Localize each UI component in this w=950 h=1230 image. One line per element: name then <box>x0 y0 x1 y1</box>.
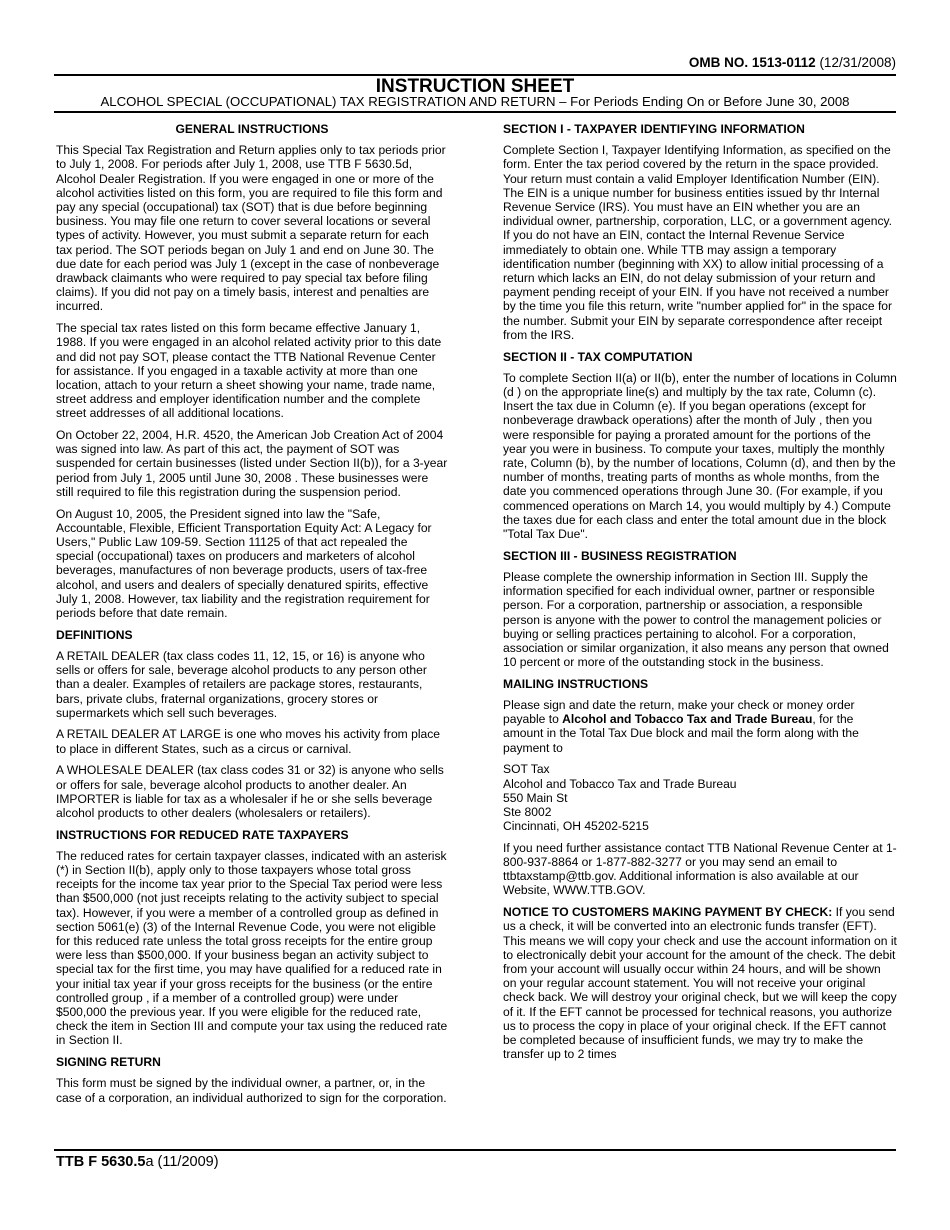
section-2-paragraph: To complete Section II(a) or II(b), enter the number of locations in Column (d ) on the appropriate line(s) and multiply by the tax rate, Column (c). Insert the tax due in Column (e). If you began operations (except for nonbeverage drawback operations) after the month of July , then you were responsible for paying a prorated amount for the portions of the year you were in business. To compute your taxes, multiply the monthly rate, Column (b), by the number of locations, Column (d), and then by the number of months, treating parts of months as whole months, from the date you commenced operations through June 30. (For example, if you commenced operations on March 14, you would multiply by 4.) Compute the taxes due for each class and enter the total amount due in the block "Total Tax Due". <box>503 370 897 541</box>
omb-number <box>689 55 896 70</box>
right-column <box>503 122 897 1069</box>
general-paragraph-3: On October 22, 2004, H.R. 4520, the American Job Creation Act of 2004 was signed into law. As part of this act, the payment of SOT was suspended for certain businesses (listed under Section II(b)), for a 3-year period from July 1, 2005 until June 30, 2008 . These businesses were still required to file this registration during the suspension period. <box>56 428 448 499</box>
mailing-address <box>503 762 897 833</box>
general-paragraph-1: This Special Tax Registration and Return applies only to tax periods prior to July 1, 2008. For periods after July 1, 2008, use TTB F 5630.5d, Alcohol Dealer Registration. If you were engaged in one or more of the alcohol activities listed on this form, you are required to file this form and pay any special (occupational) tax (SOT) that is due before beginning business. You may file one return to cover several locations or several types of activity. However, you must submit a separate return for each tax period. The SOT periods began on July 1 and end on June 30. The due date for each period was July 1 (except in the case of nonbeverage drawback claimants who were required to pay special tax before filing claims). If you did not pay on a timely basis, interest and penalties are incurred. <box>56 143 446 314</box>
header-rule <box>54 111 896 113</box>
notice-text: If you send us a check, it will be converted into an electronic funds transfer (EFT). This means we will copy your check and use the account information on it to electronically debit your account for the amount of the check. The debit from your account will usually occur within 24 hours, and will be shown on your regular account statement. You will not receive your original check back. We will destroy your original check, but we will keep the copy of it. If the EFT cannot be processed for technical reasons, you authorize us to process the copy in place of your original check. If the EFT cannot be completed because of insufficient funds, we may try to make the transfer up to 2 times <box>503 905 897 1062</box>
general-paragraph-4: On August 10, 2005, the President signed into law the "Safe, Accountable, Flexible, Efficient Transportation Equity Act: A Legacy for Users," Public Law 109-59. Section 11125 of that act repealed the special (occupational) taxes on producers and marketers of alcohol beverages, manufactures of non beverage products, users of tax-free alcohol, and users and dealers of specially denatured spirits, effective July 1, 2008. However, tax liability and the registration requirement for periods before that date remain. <box>56 506 432 620</box>
address-line: Ste 8002 <box>503 804 552 819</box>
omb-label: OMB NO. 1513-0112 <box>688 55 816 70</box>
address-line: SOT Tax <box>503 762 550 777</box>
assistance-paragraph: If you need further assistance contact TTB National Revenue Center at 1-800-937-8864 or 1-877-882-3277 or you may send an email to ttbtaxstamp@ttb.gov. Additional information is also available at our Website, WWW.TTB.GOV. <box>503 840 897 898</box>
definition-wholesale-dealer: A WHOLESALE DEALER (tax class codes 31 or 32) is anyone who sells or offers for sale, beverage alcohol products to another dealer. An IMPORTER is liable for tax as a wholesaler if he or she sells beverage alcohol products to other dealers (wholesalers or retailers). <box>56 763 444 820</box>
signing-return-paragraph: This form must be signed by the individual owner, a partner, or, in the case of a corporation, an individual authorized to sign for the corporation. <box>56 1076 447 1105</box>
section-1-paragraph: Complete Section I, Taxpayer Identifying Information, as specified on the form. Enter the tax period covered by the return in the space provided. Your return must contain a valid Employer Identification Number (EIN). The EIN is a unique number for business entities issued by thr Internal Revenue Service (IRS). You must have an EIN whether you are an individual owner, partnership, corporation, LLC, or a government agency. If you do not have an EIN, contact the Internal Revenue Service immediately to obtain one. While TTB may assign a temporary identification number (beginning with XX) to allow initial processing of a return which lacks an EIN, do not delay submission of your return and payment pending receipt of your EIN. If you have not received a number by the time you file this return, write "number applied for" in the space for the number. Submit your EIN by separate correspondence after receipt from the IRS. <box>503 143 893 342</box>
footer-rule <box>54 1149 896 1151</box>
address-line: Cincinnati, OH 45202-5215 <box>503 819 649 834</box>
section-1-heading: SECTION I - TAXPAYER IDENTIFYING INFORMATION <box>503 122 805 136</box>
general-instructions-heading: GENERAL INSTRUCTIONS <box>175 122 329 136</box>
page-subtitle: ALCOHOL SPECIAL (OCCUPATIONAL) TAX REGISTRATION AND RETURN – For Periods Ending On or Before June 30, 2008 <box>100 94 850 109</box>
address-line: Alcohol and Tobacco Tax and Trade Bureau <box>503 776 737 791</box>
left-column <box>56 122 448 1112</box>
page-title: INSTRUCTION SHEET <box>375 76 575 97</box>
definition-retail-dealer-at-large: A RETAIL DEALER AT LARGE is one who moves his activity from place to place in different States, such as a circus or carnival. <box>56 727 441 756</box>
definition-retail-dealer: A RETAIL DEALER (tax class codes 11, 12, 15, or 16) is anyone who sells or offers for sale, beverage alcohol products to any person other than a dealer. Examples of retailers are package stores, restaurants, bars, private clubs, fraternal organizations, grocery stores or supermarkets which sell such beverages. <box>56 648 427 720</box>
definitions-heading: DEFINITIONS <box>56 627 133 642</box>
check-payment-notice <box>503 905 897 1061</box>
mailing-text-end: , for the amount in the Total Tax Due block and mail the form along with the payment to <box>503 712 859 755</box>
mailing-instructions-heading: MAILING INSTRUCTIONS <box>503 676 649 691</box>
notice-heading: NOTICE TO CUSTOMERS MAKING PAYMENT BY CHECK: <box>503 905 833 920</box>
reduced-rate-paragraph: The reduced rates for certain taxpayer classes, indicated with an asterisk (*) in Section II(b), apply only to those taxpayers whose total gross receipts for the income tax year prior to the Special Tax period were less than $500,000 (not just receipts relating to the activity subject to special tax). However, if you were a member of a controlled group as defined in section 5061(e) (3) of the Internal Revenue Code, you were not eligible for this reduced rate unless the total gross receipts for the entire group were less than $500,000. If your business began an activity subject to special tax for the first time, you may have qualified for a reduced rate in your initial tax year if your gross receipts for the business (or the entire controlled group , if a member of a controlled group) were under $500,000 the previous year. If you were eligible for the reduced rate, check the item in Section III and compute your tax using the reduced rate in Section II. <box>56 848 448 1048</box>
payee-name: Alcohol and Tobacco Tax and Trade Bureau <box>562 712 813 727</box>
section-2-heading: SECTION II - TAX COMPUTATION <box>503 349 693 364</box>
form-footer <box>56 1154 219 1170</box>
omb-date: (12/31/2008) <box>815 55 896 70</box>
address-line: 550 Main St <box>503 790 568 805</box>
mailing-paragraph <box>503 698 897 755</box>
form-id: TTB F 5630.5 <box>56 1154 146 1170</box>
section-3-paragraph: Please complete the ownership information in Section III. Supply the information specified for each individual owner, partner or responsible person. For a corporation, partnership or association, a responsible person is anyone with the power to control the management policies or buying or selling practices pertaining to alcohol. For a corporation, association or similar organization, it also means any person that owned 10 percent or more of the outstanding stock in the business. <box>503 569 889 670</box>
general-paragraph-2: The special tax rates listed on this form became effective January 1, 1988. If you were engaged in an alcohol related activity prior to this date and did not pay SOT, please contact the TTB National Revenue Center for assistance. If you engaged in a taxable activity at more than one location, attach to your return a sheet showing your name, trade name, street address and employer identification number and the complete street addresses of all additional locations. <box>56 321 442 421</box>
form-revision: a (11/2009) <box>145 1154 219 1170</box>
signing-return-heading: SIGNING RETURN <box>56 1055 161 1070</box>
section-3-heading: SECTION III - BUSINESS REGISTRATION <box>503 548 737 563</box>
reduced-rate-heading: INSTRUCTIONS FOR REDUCED RATE TAXPAYERS <box>56 827 349 842</box>
mailing-text-start: Please sign and date the return, make your check or money order payable to <box>503 698 855 727</box>
